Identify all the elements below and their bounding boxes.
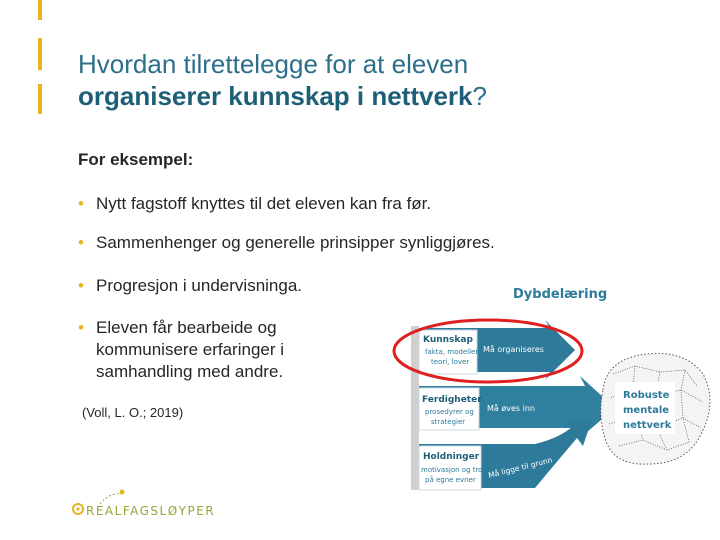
bullet-line: kommunisere erfaringer i: [96, 340, 285, 359]
brain-label: nettverk: [623, 420, 672, 431]
subheading: For eksempel:: [78, 150, 194, 169]
box-ferdigheter: [419, 388, 482, 430]
box-title: Kunnskap: [423, 335, 473, 345]
brain-label: mentale: [623, 405, 670, 416]
arrow-label: Må organiseres: [483, 345, 544, 354]
bullet-dot-icon: •: [78, 276, 84, 295]
diagram-header: Dybdelæring: [513, 287, 608, 302]
title-bold-phrase: organiserer kunnskap i nettverk: [78, 81, 473, 111]
bullet-dot-icon: •: [78, 194, 84, 213]
box-sub: strategier: [431, 418, 466, 426]
logo-text: REALFAGSLØYPER: [86, 504, 216, 518]
box-sub: fakta, modeller,: [425, 348, 481, 356]
accent-bar-top: [38, 0, 42, 20]
accent-bar-bottom: [38, 84, 42, 114]
bullet-text: Progresjon i undervisninga.: [96, 276, 303, 295]
box-title: Ferdigheter: [422, 395, 482, 405]
title-question-mark: ?: [472, 81, 487, 111]
bullet-text: Nytt fagstoff knyttes til det eleven kan fra før.: [96, 194, 432, 213]
brain-label: Robuste: [623, 390, 670, 401]
bullet-dot-icon: •: [78, 318, 84, 337]
box-sub: prosedyrer og: [425, 408, 474, 416]
slide-title: [78, 48, 678, 112]
arrow-label: Må øves inn: [487, 404, 535, 413]
bullet-item: [78, 232, 495, 254]
arrow-label: Må ligge til grunn: [487, 455, 554, 480]
citation: (Voll, L. O.; 2019): [82, 405, 184, 420]
box-title: Holdninger: [423, 452, 480, 462]
diagram-sidebar: [411, 326, 419, 490]
bullet-line: Eleven får bearbeide og: [96, 318, 277, 337]
box-sub: motivasjon og tro: [421, 466, 483, 474]
bullet-item: [78, 193, 431, 215]
title-line-2: [78, 80, 678, 112]
bullet-text: Sammenhenger og generelle prinsipper synliggjøres.: [96, 233, 495, 252]
box-holdninger: [419, 446, 482, 490]
bullet-line: samhandling med andre.: [96, 362, 284, 381]
box-sub: teori, lover: [431, 358, 470, 366]
bullet-text-multiline: [96, 317, 284, 383]
accent-bar-middle: [38, 38, 42, 70]
box-sub: på egne evner: [425, 476, 476, 484]
title-line-1: Hvordan tilrettelegge for at eleven: [78, 49, 469, 79]
box-kunnskap: [419, 330, 480, 374]
deep-learning-diagram: [385, 278, 715, 498]
bullet-dot-icon: •: [78, 233, 84, 252]
bullet-item: [78, 275, 302, 297]
bullet-item: [78, 317, 284, 383]
